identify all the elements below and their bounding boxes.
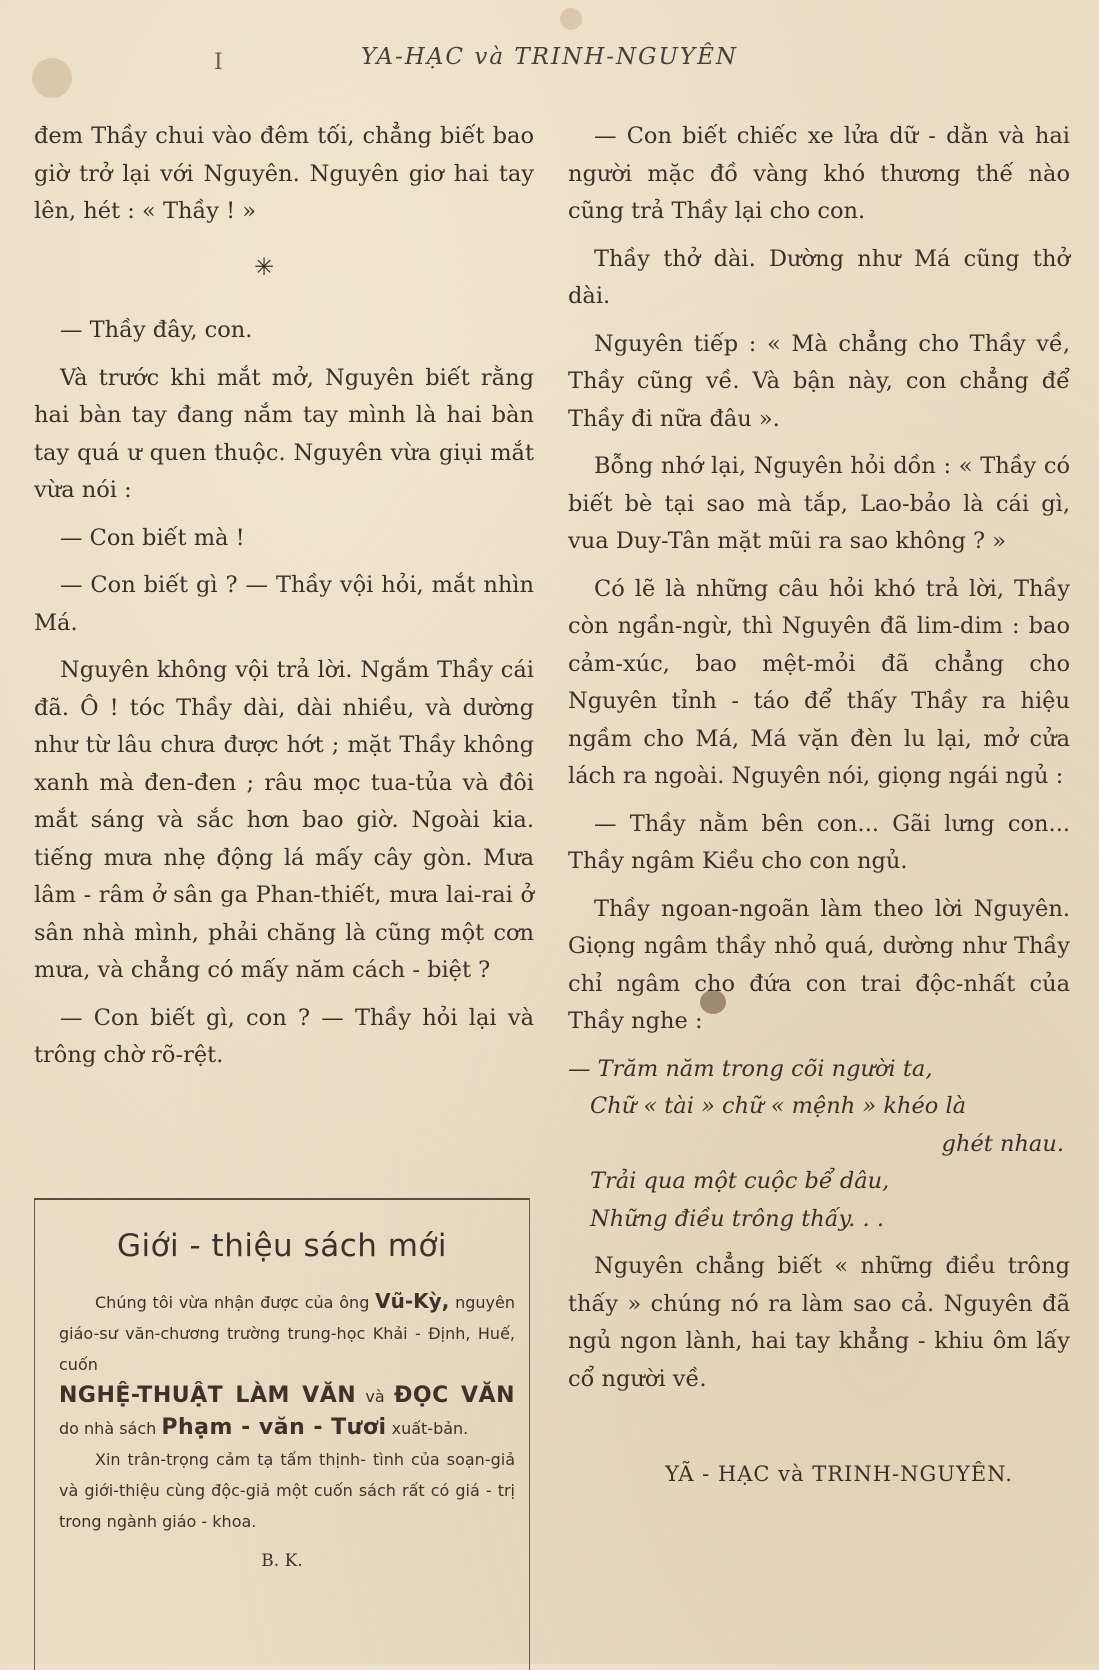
author-description: nguyên giáo-sư văn-chương trường trung-học Khải - Định, Huế, cuốn [59, 1293, 515, 1374]
dialogue-line: — Con biết gì ? — Thầy vội hỏi, mắt nhìn Má. [34, 572, 534, 636]
book-title: ĐỌC VĂN [393, 1383, 515, 1408]
conjunction: và [365, 1387, 385, 1406]
author-signature: YÃ - HẠC và TRINH-NGUYÊN. [665, 1462, 1013, 1486]
paper-stain [560, 8, 582, 30]
thanks-text: Xin trân-trọng cảm tạ tấm thịnh- tình của soạn-giả và giới-thiệu cùng độc-giả một cuốn sách rất có giá - trị trong ngành giáo - khoa. [59, 1450, 515, 1531]
poem-line: Những điều trông thấy. . . [590, 1205, 884, 1232]
publisher-prefix: do nhà sách [59, 1419, 157, 1438]
paragraph: Có lẽ là những câu hỏi khó trả lời, Thầy còn ngần-ngừ, thì Nguyên đã lim-dim : bao cảm-xúc, bao mệt-mỏi đã chẳng cho Nguyên tỉnh - táo để thấy Thầy ra hiệu ngầm cho Má, Má vặn đèn lu lại, mở cửa lách ra ngoài. Nguyên nói, giọng ngái ngủ : [568, 575, 1070, 789]
paragraph: Nguyên không vội trả lời. Ngắm Thầy cái đã. Ô ! tóc Thầy dài, dài nhiều, và dường như từ lâu chưa được hớt ; mặt Thầy không xanh mà đen-đen ; râu mọc tua-tủa và đôi mắt sáng và sắc hơn bao giờ. Ngoài kia. tiếng mưa nhẹ động lá mấy cây gòn. Mưa lâm - râm ở sân ga Phan-thiết, mưa lai-rai ở sân nhà mình, phải chăng là cũng một cơn mưa, và chẳng có mấy năm cách - biệt ? [34, 657, 534, 983]
page-header: YA-HẠC và TRINH-NGUYÊN [360, 44, 739, 70]
announcement-title: Giới - thiệu sách mới [116, 1228, 448, 1264]
dialogue-line: — Thầy đây, con. [60, 317, 253, 343]
poem-line: Trải qua một cuộc bể dâu, [590, 1168, 890, 1194]
dialogue-line: — Con biết gì, con ? — Thầy hỏi lại và trông chờ rõ-rệt. [34, 1004, 534, 1068]
section-separator-icon: ✳ [253, 252, 275, 281]
poem-line: ghét nhau. [941, 1130, 1064, 1157]
announcement-body [35, 1286, 529, 1537]
paragraph: Và trước khi mắt mở, Nguyên biết rằng hai bàn tay đang nắm tay mình là hai bàn tay quá ư quen thuộc. Nguyên vừa giụi mắt vừa nói : [34, 364, 534, 503]
paragraph: Bỗng nhớ lại, Nguyên hỏi dồn : « Thầy có biết bè tại sao mà tắp, Lao-bảo là cái gì, vua Duy-Tân mặt mũi ra sao không ? » [568, 453, 1070, 554]
poem-line: Chữ « tài » chữ « mệnh » khéo là [590, 1093, 967, 1119]
dialogue-line: — Thầy nằm bên con... Gãi lưng con... Thầy ngâm Kiều cho con ngủ. [568, 810, 1070, 874]
dialogue-line: — Con biết mà ! [60, 524, 245, 551]
announcement-signature: B. K. [261, 1551, 303, 1571]
left-column [34, 118, 534, 1085]
poem-line: — Trăm năm trong cõi người ta, [568, 1055, 933, 1082]
poem [568, 1051, 1070, 1239]
book-title: NGHỆ-THUẬT LÀM VĂN [59, 1383, 357, 1408]
page-number: I [214, 50, 223, 75]
paragraph: Thầy ngoan-ngoãn làm theo lời Nguyên. Giọng ngâm thầy nhỏ quá, dường như Thầy chỉ ngâm cho đứa con trai độc-nhất của Thầy nghe : [568, 895, 1070, 1034]
publisher-suffix: xuất-bản. [391, 1419, 469, 1438]
publisher-name: Phạm - văn - Tươi [161, 1415, 387, 1440]
paragraph: Thầy thở dài. Dường như Má cũng thở dài. [568, 245, 1070, 309]
paragraph: đem Thầy chui vào đêm tối, chẳng biết bao giờ trở lại với Nguyên. Nguyên giơ hai tay lên, hét : « Thầy ! » [34, 123, 534, 224]
intro-text: Chúng tôi vừa nhận được của ông [95, 1293, 370, 1312]
paragraph: Nguyên tiếp : « Mà chẳng cho Thầy về, Thầy cũng về. Và bận này, con chẳng để Thầy đi nữa đâu ». [568, 330, 1070, 432]
book-announcement-box [34, 1198, 530, 1670]
paragraph: Nguyên chẳng biết « những điều trông thấy » chúng nó ra làm sao cả. Nguyên đã ngủ ngon lành, hai tay khẳng - khiu ôm lấy cổ người về. [568, 1253, 1070, 1392]
right-column [568, 118, 1070, 1494]
dialogue-line: — Con biết chiếc xe lửa dữ - dằn và hai người mặc đồ vàng khó thương thế nào cũng trả Thầy lại cho con. [568, 123, 1070, 224]
author-name: Vũ-Kỳ, [375, 1289, 450, 1313]
